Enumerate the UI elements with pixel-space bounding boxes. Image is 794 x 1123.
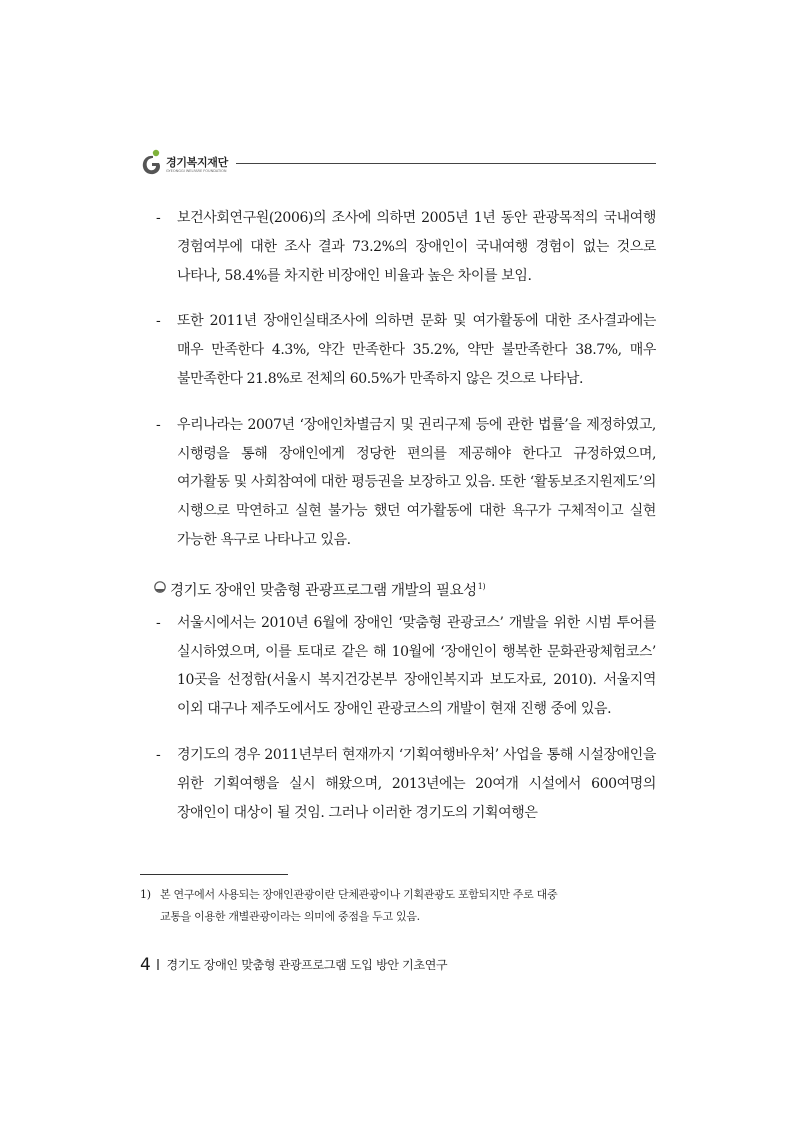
list-item-text: 경기도의 경우 2011년부터 현재까지 ‘기획여행바우처’ 사업을 통해 시설장애인을 위한 기획여행을 실시 해왔으며, 2013년에는 20여개 시설에서 600여명의 장애인이 대상이 될 것임. 그러나 이러한 경기도의 기획여행은 [177, 746, 656, 821]
list-item [150, 307, 656, 393]
list-item-text: 우리나라는 2007년 ‘장애인차별금지 및 권리구제 등에 관한 법률’을 제정하였고, 시행령을 통해 장애인에게 정당한 편의를 제공해야 한다고 규정하였으며, 여가활동 및 사회참여에 대한 평등권을 보장하고 있음. 또한 ‘활동보조지원제도’의 시행으로 막연하고 실현 불가능 했던 여가활동에 대한 욕구가 구체적이고 실현 가능한 욕구로 나타나고 있음. [177, 416, 656, 548]
dash-bullet: - [156, 210, 161, 226]
dash-bullet: - [156, 614, 161, 631]
footnote-line-2: 교통을 이용한 개별관광이라는 의미에 중점을 두고 있음. [160, 910, 420, 923]
footer-separator [157, 959, 159, 970]
dash-bullet: - [156, 746, 161, 763]
list-item-text: 서울시에서는 2010년 6월에 장애인 ‘맞춤형 관광코스’ 개발을 위한 시범 투어를 실시하였으며, 이를 토대로 같은 해 10월에 ‘장애인이 행복한 문화관광체험코스’ 10곳을 선정함(서울시 복지건강본부 장애인복지과 보도자료, 2010). 서울지역 이외 대구나 제주도에서도 장애인 관광코스의 개발이 현재 진행 중에 있음. [177, 614, 656, 718]
list-item-text: 또한 2011년 장애인실태조사에 의하면 문화 및 여가활동에 대한 조사결과에는 매우 만족한다 4.3%, 약간 만족한다 35.2%, 약만 불만족한다 38.7%, 매우 불만족한다 21.8%로 전체의 60.5%가 만족하지 않은 것으로 나타남. [177, 313, 656, 387]
list-item [150, 741, 656, 827]
header-rule [236, 163, 656, 164]
section-heading [150, 575, 656, 603]
list-item [150, 411, 656, 555]
body-content [150, 204, 656, 827]
organization-subtitle: GYEONGGI WELFARE FOUNDATION [166, 169, 227, 173]
page-footer [140, 955, 656, 975]
list-item [150, 204, 656, 290]
footnote-reference: 1) [477, 581, 486, 591]
section-bullet-icon [153, 580, 167, 594]
footnote-rule [140, 874, 288, 875]
dash-bullet: - [156, 313, 161, 330]
dash-bullet: - [156, 416, 161, 433]
list-item [150, 609, 656, 724]
footnote-number: 1) [140, 888, 151, 901]
list-item-text: 보건사회연구원(2006)의 조사에 의하면 2005년 1년 동안 관광목적의 국내여행 경험여부에 대한 조사 결과 73.2%의 장애인이 국내여행 경험이 없는 것으로 나타나, 58.4%를 차지한 비장애인 비율과 높은 차이를 보임. [177, 210, 656, 284]
footnote [140, 884, 656, 928]
page-number: 4 [140, 955, 151, 975]
foundation-logo-icon [140, 148, 164, 176]
report-title: 경기도 장애인 맞춤형 관광프로그램 도입 방안 기초연구 [166, 958, 448, 972]
section-heading-text: 경기도 장애인 맞춤형 관광프로그램 개발의 필요성 [170, 582, 477, 599]
running-header [140, 148, 656, 178]
footnote-line-1: 본 연구에서 사용되는 장애인관광이란 단체관광이나 기획관광도 포함되지만 주로 대중 [160, 888, 558, 901]
organization-name: 경기복지재단 [166, 156, 228, 169]
